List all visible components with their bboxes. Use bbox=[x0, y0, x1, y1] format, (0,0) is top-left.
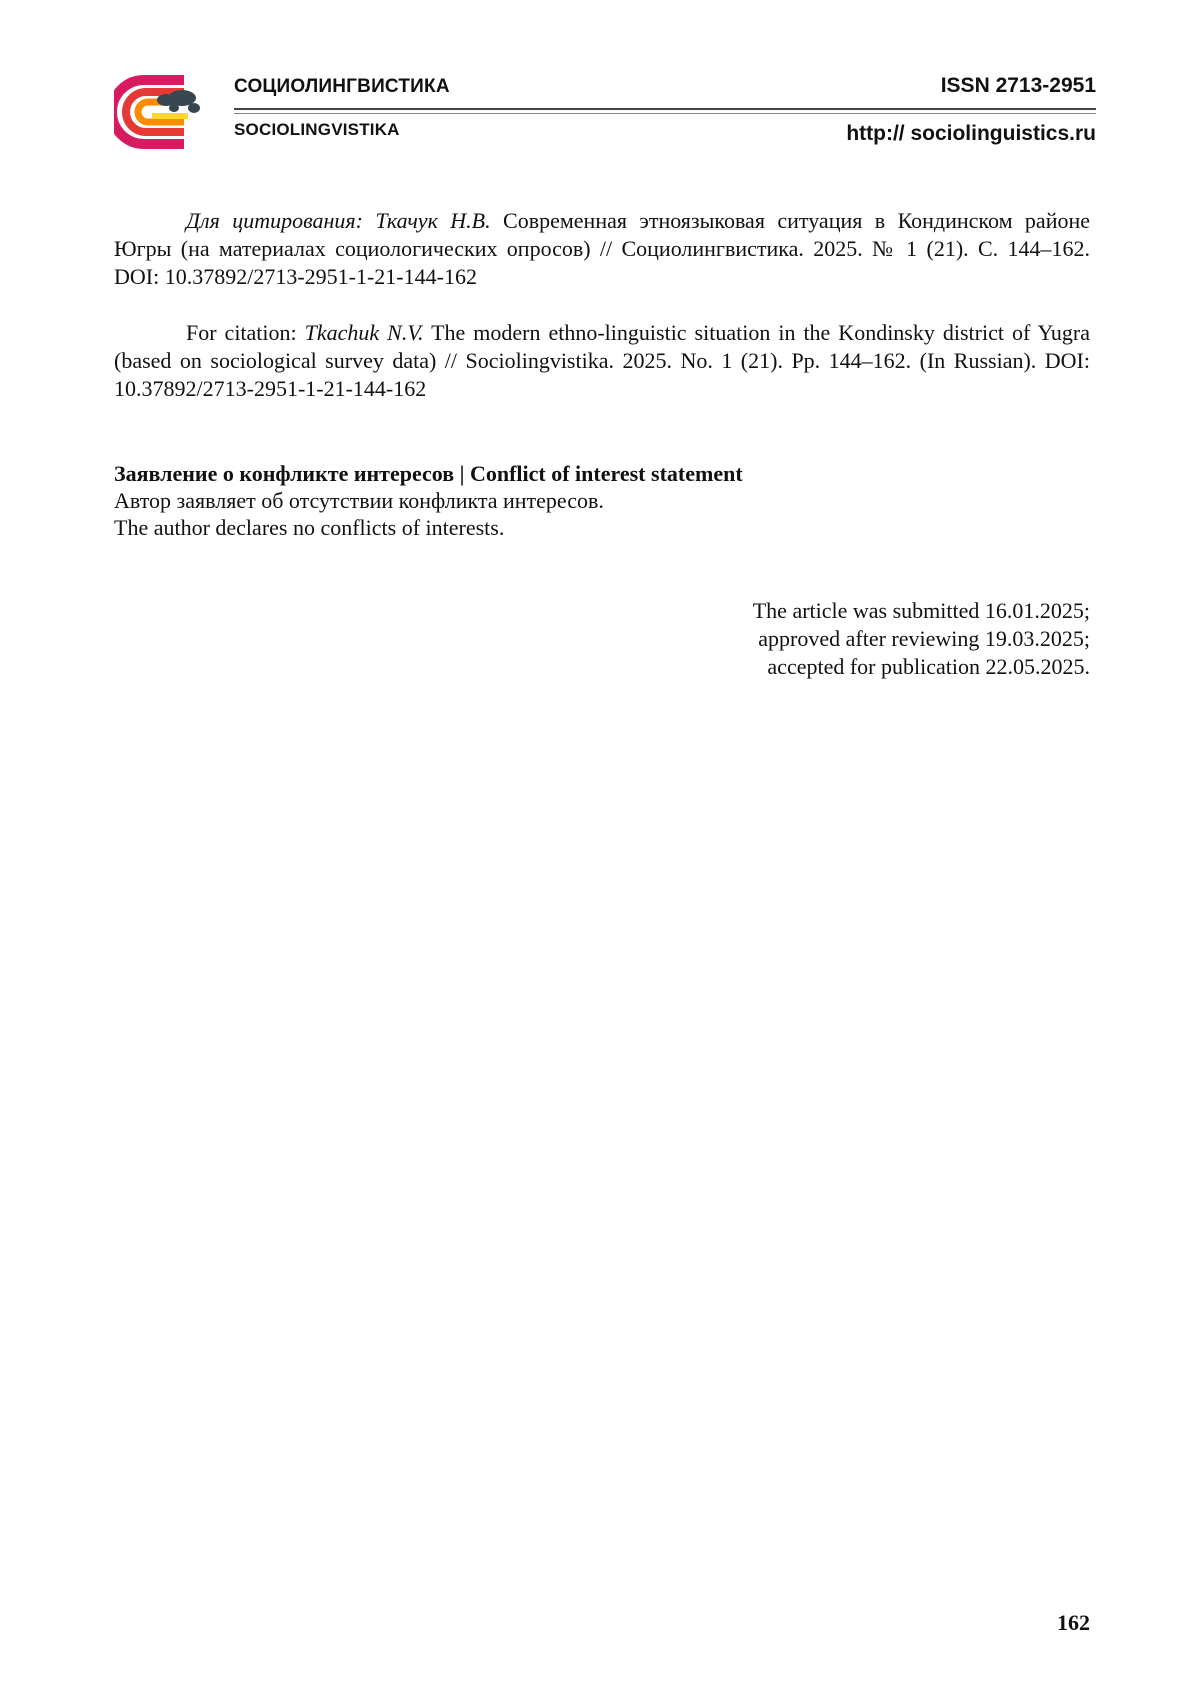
conflict-statement-ru: Автор заявляет об отсутствии конфликта интересов. bbox=[114, 488, 604, 513]
date-accepted: accepted for publication 22.05.2025. bbox=[767, 654, 1090, 679]
header-rule-thin bbox=[234, 113, 1096, 114]
citation-en-label: For citation: bbox=[186, 320, 297, 345]
journal-name-en: SOCIOLINGVISTIKA bbox=[234, 120, 400, 139]
page-header bbox=[114, 74, 1096, 152]
journal-name-ru: СОЦИОЛИНГВИСТИКА bbox=[234, 76, 450, 97]
citation-en-text: The modern ethno-linguistic situation in the Kondinsky district of Yugra (based on sociological survey data) // Sociolingvistika. 2025. No. 1 (21). Pp. 144–162. (In Russian). DOI: 10.37892/2713-2951-1-21-144-162 bbox=[114, 320, 1091, 401]
citation-en-author: Tkachuk N.V. bbox=[304, 320, 424, 345]
citation-ru bbox=[114, 207, 1090, 291]
issn-label: ISSN 2713-2951 bbox=[940, 74, 1096, 97]
conflict-title: Заявление о конфликте интересов | Conflict of interest statement bbox=[114, 461, 743, 486]
conflict-statement-en: The author declares no conflicts of interests. bbox=[114, 515, 505, 540]
citation-ru-author: Ткачук Н.В. bbox=[375, 208, 491, 233]
citation-ru-text: Современная этноязыковая ситуация в Кондинском районе Югры (на материалах социологических опросов) // Социолингвистика. 2025. № 1 (21). С. 144–162. DOI: 10.37892/2713-2951-1-21-144-162 bbox=[114, 208, 1091, 289]
article-dates bbox=[753, 597, 1090, 681]
journal-logo bbox=[114, 74, 210, 150]
page-number: 162 bbox=[1057, 1610, 1090, 1635]
journal-url[interactable]: http:// sociolinguistics.ru bbox=[846, 122, 1096, 145]
header-rule bbox=[234, 108, 1096, 110]
citation-ru-label: Для цитирования: bbox=[186, 208, 363, 233]
date-submitted: The article was submitted 16.01.2025; bbox=[752, 598, 1090, 623]
citation-en bbox=[114, 319, 1090, 403]
date-approved: approved after reviewing 19.03.2025; bbox=[758, 626, 1090, 651]
conflict-of-interest-section bbox=[114, 460, 1090, 541]
